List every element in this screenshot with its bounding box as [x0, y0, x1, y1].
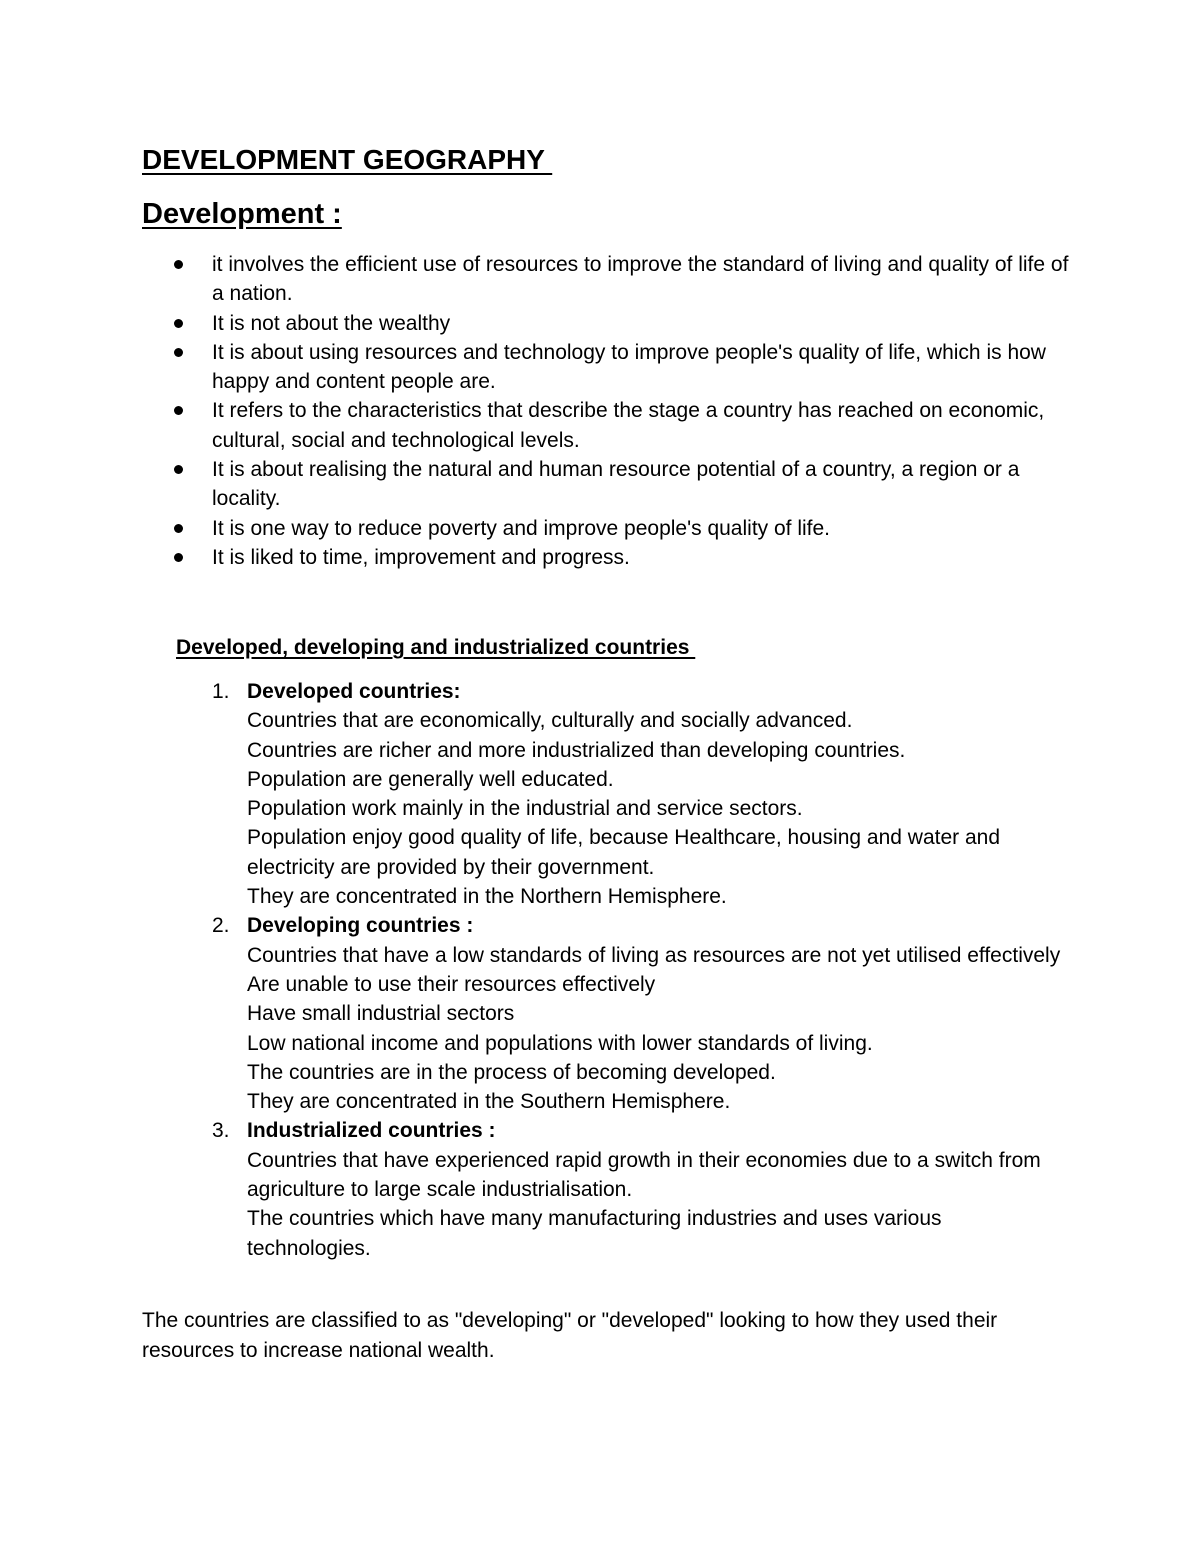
- item-number: 1.: [212, 680, 230, 703]
- item-line: The countries are in the process of becoming developed.: [247, 1060, 776, 1084]
- item-line: They are concentrated in the Southern Hemisphere.: [247, 1090, 731, 1114]
- item-title: Industrialized countries :: [247, 1119, 496, 1143]
- bullet-text: It is not about the wealthy: [212, 311, 451, 335]
- item-line: Population are generally well educated.: [247, 767, 614, 791]
- numbered-item-developed: [208, 677, 1068, 911]
- item-line: Are unable to use their resources effectively: [247, 972, 656, 996]
- bullet-text: It is liked to time, improvement and progress.: [212, 545, 630, 569]
- numbered-item-industrialized: [208, 1116, 1068, 1262]
- item-line: Have small industrial sectors: [247, 1002, 515, 1026]
- item-line: Countries that have experienced rapid growth in their economies due to a switch from agriculture to large scale industrialisation.: [247, 1148, 1041, 1202]
- bullet-dot-icon: [174, 553, 183, 562]
- bullet-item: [172, 250, 1072, 309]
- bullet-dot-icon: [174, 348, 183, 357]
- bullet-text: It is about using resources and technology to improve people's quality of life, which is how happy and content people are.: [212, 340, 1046, 394]
- classification-heading: Developed, developing and industrialized countries: [176, 636, 696, 659]
- bullet-item: [172, 338, 1072, 397]
- classification-numbered-list: [208, 677, 1068, 1263]
- item-line: Countries that have a low standards of living as resources are not yet utilised effectively: [247, 943, 1061, 967]
- item-line: Population enjoy good quality of life, because Healthcare, housing and water and electricity are provided by their government.: [247, 826, 1001, 879]
- item-line: The countries which have many manufacturing industries and uses various technologies.: [247, 1207, 942, 1260]
- item-line: Low national income and populations with lower standards of living.: [247, 1031, 873, 1055]
- development-bullet-list: [172, 250, 1072, 572]
- item-line: Countries that are economically, culturally and socially advanced.: [247, 709, 853, 733]
- bullet-item: [172, 396, 1072, 455]
- item-line: Countries are richer and more industrialized than developing countries.: [247, 738, 906, 762]
- bullet-dot-icon: [174, 319, 183, 328]
- bullet-dot-icon: [174, 465, 183, 474]
- bullet-item: [172, 309, 1072, 338]
- item-title: Developing countries :: [247, 914, 474, 938]
- item-title: Developed countries:: [247, 680, 461, 703]
- bullet-dot-icon: [174, 406, 183, 415]
- development-heading: Development :: [142, 198, 342, 230]
- numbered-item-developing: [208, 911, 1068, 1116]
- document-title: DEVELOPMENT GEOGRAPHY: [142, 144, 553, 175]
- bullet-item: [172, 455, 1072, 514]
- item-number: 2.: [212, 914, 230, 938]
- bullet-text: It is about realising the natural and human resource potential of a country, a region or a locality.: [212, 458, 1020, 511]
- bullet-text: it involves the efficient use of resources to improve the standard of living and quality of life of a nation.: [212, 253, 1069, 306]
- item-line: They are concentrated in the Northern Hemisphere.: [247, 885, 727, 909]
- bullet-item: [172, 543, 1072, 572]
- bullet-text: It is one way to reduce poverty and improve people's quality of life.: [212, 516, 831, 540]
- conclusion-paragraph: The countries are classified to as "developing" or "developed" looking to how they used their resources to increase national wealth.: [142, 1309, 998, 1362]
- bullet-text: It refers to the characteristics that describe the stage a country has reached on economic, cultural, social and technological levels.: [212, 399, 1045, 452]
- item-line: Population work mainly in the industrial and service sectors.: [247, 797, 803, 821]
- bullet-item: [172, 514, 1072, 543]
- bullet-dot-icon: [174, 260, 183, 269]
- item-number: 3.: [212, 1119, 230, 1143]
- bullet-dot-icon: [174, 524, 183, 533]
